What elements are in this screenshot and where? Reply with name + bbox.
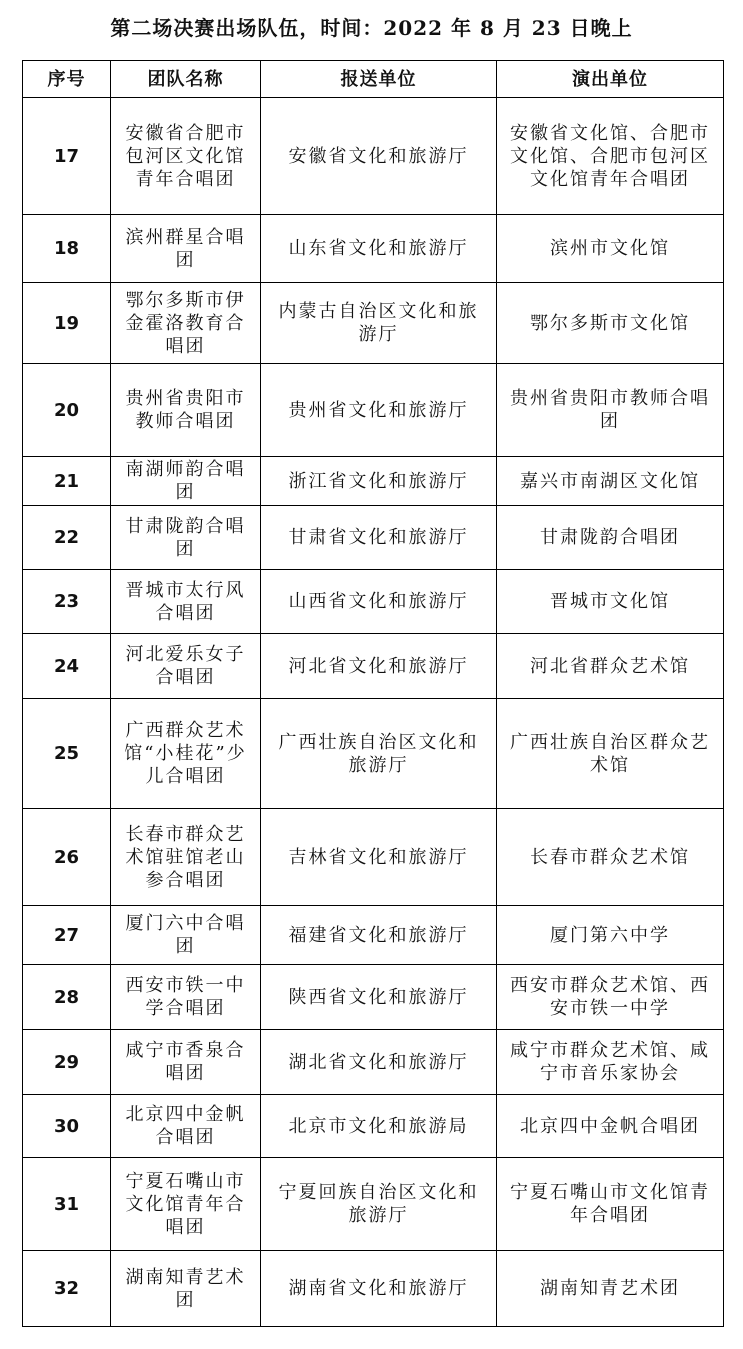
team-name: 甘肃陇韵合唱团 — [111, 506, 261, 570]
team-name: 宁夏石嘴山市文化馆青年合唱团 — [111, 1158, 261, 1251]
table-row — [23, 457, 724, 506]
page-title: 第二场决赛出场队伍，时间：2022 年 8 月 23 日晚上 — [110, 16, 633, 40]
header-sender: 报送单位 — [261, 61, 497, 98]
performer-unit: 晋城市文化馆 — [497, 570, 724, 634]
sender-unit: 山东省文化和旅游厅 — [261, 215, 497, 283]
sender-unit: 湖北省文化和旅游厅 — [261, 1030, 497, 1095]
sender-unit: 湖南省文化和旅游厅 — [261, 1251, 497, 1327]
performer-unit: 宁夏石嘴山市文化馆青年合唱团 — [497, 1158, 724, 1251]
team-name: 滨州群星合唱团 — [111, 215, 261, 283]
row-number: 25 — [23, 699, 111, 809]
team-name: 北京四中金帆合唱团 — [111, 1095, 261, 1158]
team-name: 厦门六中合唱团 — [111, 906, 261, 965]
performer-unit: 贵州省贵阳市教师合唱团 — [497, 364, 724, 457]
team-name: 河北爱乐女子合唱团 — [111, 634, 261, 699]
sender-unit: 福建省文化和旅游厅 — [261, 906, 497, 965]
row-number: 26 — [23, 809, 111, 906]
header-no: 序号 — [23, 61, 111, 98]
table-row — [23, 1030, 724, 1095]
row-number: 24 — [23, 634, 111, 699]
row-number: 19 — [23, 283, 111, 364]
table-row — [23, 1095, 724, 1158]
sender-unit: 北京市文化和旅游局 — [261, 1095, 497, 1158]
header-performer: 演出单位 — [497, 61, 724, 98]
row-number: 20 — [23, 364, 111, 457]
sender-unit: 陕西省文化和旅游厅 — [261, 965, 497, 1030]
row-number: 22 — [23, 506, 111, 570]
sender-unit: 吉林省文化和旅游厅 — [261, 809, 497, 906]
table-row — [23, 364, 724, 457]
row-number: 21 — [23, 457, 111, 506]
performer-unit: 长春市群众艺术馆 — [497, 809, 724, 906]
row-number: 30 — [23, 1095, 111, 1158]
performer-unit: 西安市群众艺术馆、西安市铁一中学 — [497, 965, 724, 1030]
team-name: 南湖师韵合唱团 — [111, 457, 261, 506]
sender-unit: 内蒙古自治区文化和旅游厅 — [261, 283, 497, 364]
team-name: 长春市群众艺术馆驻馆老山参合唱团 — [111, 809, 261, 906]
table-row — [23, 98, 724, 215]
team-name: 鄂尔多斯市伊金霍洛教育合唱团 — [111, 283, 261, 364]
table-row — [23, 809, 724, 906]
sender-unit: 浙江省文化和旅游厅 — [261, 457, 497, 506]
team-name: 晋城市太行风合唱团 — [111, 570, 261, 634]
performer-unit: 甘肃陇韵合唱团 — [497, 506, 724, 570]
performer-unit: 嘉兴市南湖区文化馆 — [497, 457, 724, 506]
sender-unit: 广西壮族自治区文化和旅游厅 — [261, 699, 497, 809]
row-number: 17 — [23, 98, 111, 215]
performer-unit: 安徽省文化馆、合肥市文化馆、合肥市包河区文化馆青年合唱团 — [497, 98, 724, 215]
team-name: 广西群众艺术馆“小桂花”少儿合唱团 — [111, 699, 261, 809]
sender-unit: 河北省文化和旅游厅 — [261, 634, 497, 699]
team-name: 西安市铁一中学合唱团 — [111, 965, 261, 1030]
performer-unit: 北京四中金帆合唱团 — [497, 1095, 724, 1158]
performer-unit: 厦门第六中学 — [497, 906, 724, 965]
sender-unit: 安徽省文化和旅游厅 — [261, 98, 497, 215]
sender-unit: 贵州省文化和旅游厅 — [261, 364, 497, 457]
performer-unit: 咸宁市群众艺术馆、咸宁市音乐家协会 — [497, 1030, 724, 1095]
performer-unit: 鄂尔多斯市文化馆 — [497, 283, 724, 364]
table-row — [23, 283, 724, 364]
row-number: 23 — [23, 570, 111, 634]
row-number: 28 — [23, 965, 111, 1030]
performer-unit: 广西壮族自治区群众艺术馆 — [497, 699, 724, 809]
row-number: 27 — [23, 906, 111, 965]
performer-unit: 湖南知青艺术团 — [497, 1251, 724, 1327]
row-number: 29 — [23, 1030, 111, 1095]
table-row — [23, 699, 724, 809]
table-row — [23, 215, 724, 283]
row-number: 18 — [23, 215, 111, 283]
team-name: 咸宁市香泉合唱团 — [111, 1030, 261, 1095]
table-row — [23, 1158, 724, 1251]
row-number: 32 — [23, 1251, 111, 1327]
sender-unit: 甘肃省文化和旅游厅 — [261, 506, 497, 570]
table-row — [23, 634, 724, 699]
performer-unit: 河北省群众艺术馆 — [497, 634, 724, 699]
table-row — [23, 906, 724, 965]
table-row — [23, 570, 724, 634]
table-row — [23, 965, 724, 1030]
header-team: 团队名称 — [111, 61, 261, 98]
performer-unit: 滨州市文化馆 — [497, 215, 724, 283]
row-number: 31 — [23, 1158, 111, 1251]
sender-unit: 宁夏回族自治区文化和旅游厅 — [261, 1158, 497, 1251]
teams-table — [22, 60, 724, 1327]
table-row — [23, 506, 724, 570]
team-name: 贵州省贵阳市教师合唱团 — [111, 364, 261, 457]
table-row — [23, 1251, 724, 1327]
sender-unit: 山西省文化和旅游厅 — [261, 570, 497, 634]
team-name: 安徽省合肥市包河区文化馆青年合唱团 — [111, 98, 261, 215]
table-header-row — [23, 61, 724, 98]
team-name: 湖南知青艺术团 — [111, 1251, 261, 1327]
